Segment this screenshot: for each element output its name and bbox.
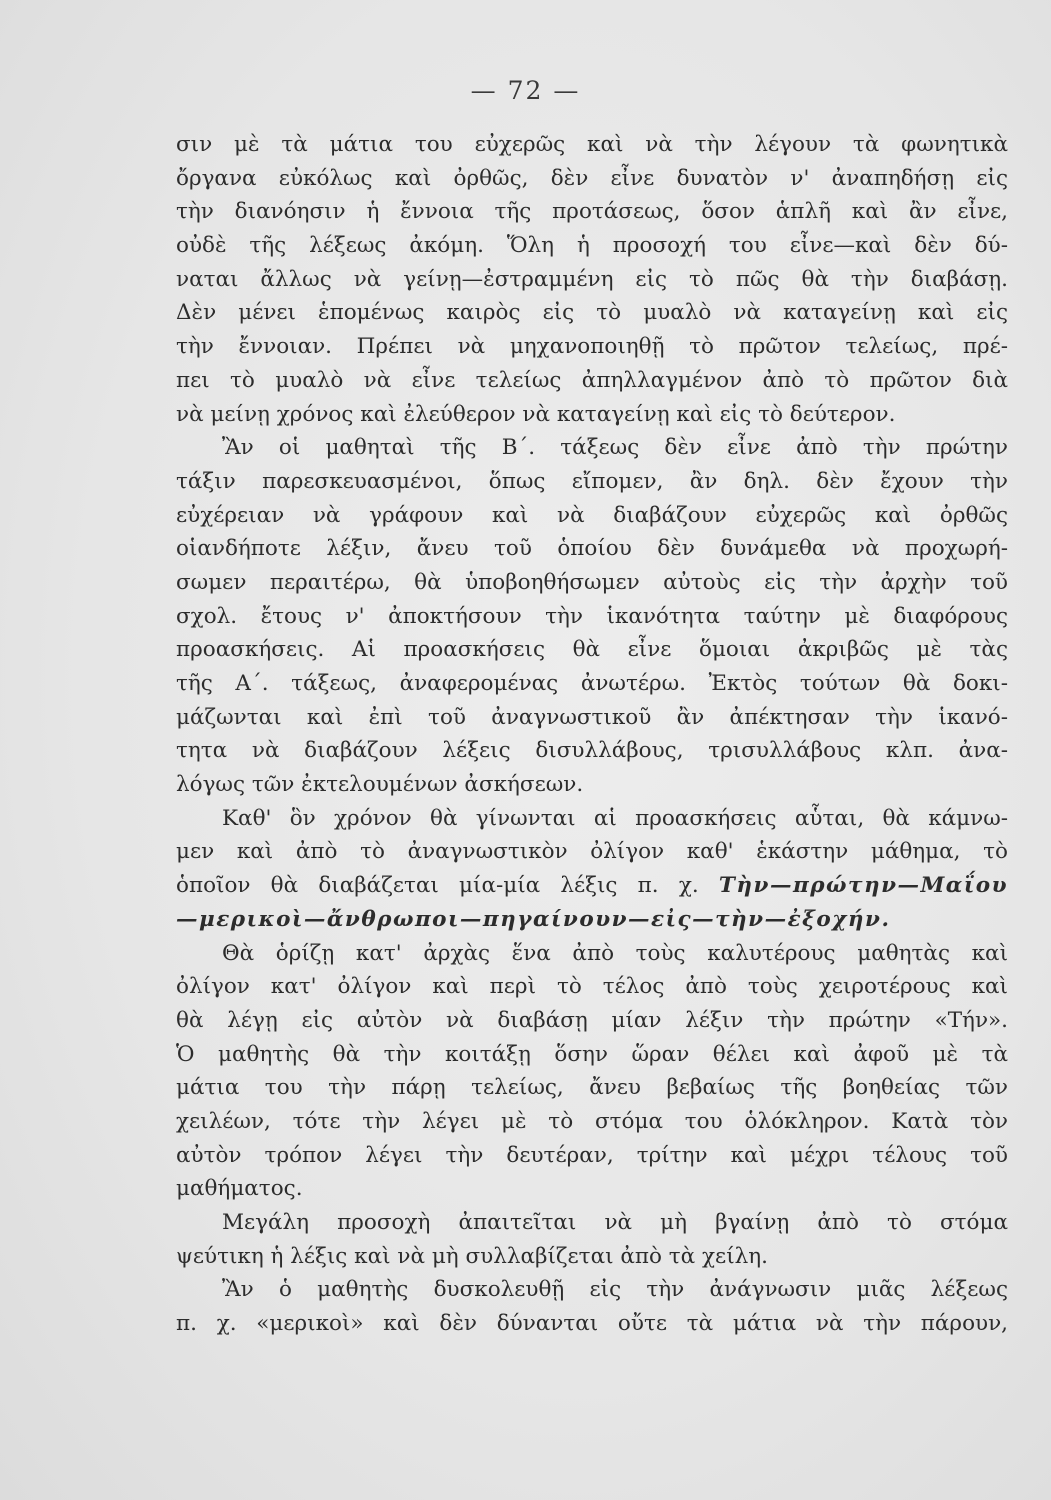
text-line: π. χ. «μερικοὶ» καὶ δὲν δύνανται οὔτε τὰ μάτια νὰ τὴν πάρουν, <box>176 1311 1008 1337</box>
text-line <box>176 869 1008 903</box>
text-line: σωμεν περαιτέρω, θὰ ὑποβοηθήσωμεν αὐτοὺς εἰς τὴν ἀρχὴν τοῦ <box>176 569 1008 595</box>
text-line: μάζωνται καὶ ἐπὶ τοῦ ἀναγνωστικοῦ ἂν ἀπέκτησαν τὴν ἱκανό- <box>176 704 1008 730</box>
text-line: εὐχέρειαν νὰ γράφουν καὶ νὰ διαβάζουν εὐχερῶς καὶ ὀρθῶς <box>176 502 1008 528</box>
text-line: τὴν ἔννοιαν. Πρέπει νὰ μηχανοποιηθῇ τὸ πρῶτον τελείως, πρέ- <box>176 334 1008 360</box>
text-line: Ὁ μαθητὴς θὰ τὴν κοιτάξῃ ὅσην ὥραν θέλει καὶ ἀφοῦ μὲ τὰ <box>176 1041 1008 1067</box>
text-line: Ἂν οἱ μαθηταὶ τῆς Β΄. τάξεως δὲν εἶνε ἀπὸ τὴν πρώτην <box>222 435 1008 461</box>
text-line: αὐτὸν τρόπον λέγει τὴν δευτέραν, τρίτην καὶ μέχρι τέλους τοῦ <box>176 1142 1008 1168</box>
text-line: ὀλίγον κατ' ὀλίγον καὶ περὶ τὸ τέλος ἀπὸ τοὺς χειροτέρους καὶ <box>176 974 1008 1000</box>
text-line: χειλέων, τότε τὴν λέγει μὲ τὸ στόμα του ὁλόκληρον. Κατὰ τὸν <box>176 1108 1008 1134</box>
text-line: ναται ἄλλως νὰ γείνῃ—ἐστραμμένη εἰς τὸ πῶς θὰ τὴν διαβάσῃ. <box>176 266 1008 292</box>
text-line: Μεγάλη προσοχὴ ἀπαιτεῖται νὰ μὴ βγαίνῃ ἀπὸ τὸ στόμα <box>222 1210 1008 1235</box>
text-line: σχολ. ἔτους ν' ἀποκτήσουν τὴν ἱκανότητα ταύτην μὲ διαφόρους <box>176 603 1008 629</box>
text-line: μαθήματος. <box>176 1176 303 1202</box>
text-segment: ὁποῖον θὰ διαβάζεται μία-μία λέξις π. χ. <box>176 873 719 899</box>
text-line: οὐδὲ τῆς λέξεως ἀκόμη. Ὅλη ἡ προσοχή του εἶνε—καὶ δὲν δύ- <box>176 233 1008 259</box>
text-line: σιν μὲ τὰ μάτια του εὐχερῶς καὶ νὰ τὴν λέγουν τὰ φωνητικὰ <box>176 132 1008 157</box>
text-line: μάτια του τὴν πάρῃ τελείως, ἄνευ βεβαίως τῆς βοηθείας τῶν <box>176 1075 1008 1101</box>
text-line: προασκήσεις. Αἱ προασκήσεις θὰ εἶνε ὅμοιαι ἀκριβῶς μὲ τὰς <box>176 637 1008 663</box>
emphasized-phrase: Τὴν—πρώτην—Μαΐου <box>718 873 1008 899</box>
text-line: ψεύτικη ἡ λέξις καὶ νὰ μὴ συλλαβίζεται ἀπὸ τὰ χείλη. <box>176 1243 768 1269</box>
text-line: τὴν διανόησιν ἡ ἔννοια τῆς προτάσεως, ὅσον ἁπλῆ καὶ ἂν εἶνε, <box>176 199 1008 225</box>
text-line: τητα νὰ διαβάζουν λέξεις δισυλλάβους, τρισυλλάβους κλπ. ἀνα- <box>176 738 1008 764</box>
text-line: μεν καὶ ἀπὸ τὸ ἀναγνωστικὸν ὀλίγον καθ' ἑκάστην μάθημα, τὸ <box>176 839 1008 865</box>
text-line: οἱανδήποτε λέξιν, ἄνευ τοῦ ὁποίου δὲν δυνάμεθα νὰ προχωρή- <box>176 536 1008 562</box>
text-line: τάξιν παρεσκευασμένοι, ὅπως εἴπομεν, ἂν δηλ. δὲν ἔχουν τὴν <box>176 468 1008 494</box>
page-number: — 72 — <box>470 76 581 105</box>
text-line: λόγως τῶν ἐκτελουμένων ἀσκήσεων. <box>176 772 584 798</box>
text-line: πει τὸ μυαλὸ νὰ εἶνε τελείως ἀπηλλαγμένον ἀπὸ τὸ πρῶτον διὰ <box>176 367 1008 393</box>
body-text <box>176 128 1008 1341</box>
text-line: Θὰ ὁρίζῃ κατ' ἀρχὰς ἕνα ἀπὸ τοὺς καλυτέρους μαθητὰς καὶ <box>222 940 1008 966</box>
text-line: θὰ λέγῃ εἰς αὐτὸν νὰ διαβάσῃ μίαν λέξιν τὴν πρώτην «Τήν». <box>176 1007 1008 1033</box>
text-line: Ἂν ὁ μαθητὴς δυσκολευθῇ εἰς τὴν ἀνάγνωσιν μιᾶς λέξεως <box>222 1277 1008 1303</box>
text-line: νὰ μείνῃ χρόνος καὶ ἐλεύθερον νὰ καταγείνῃ καὶ εἰς τὸ δεύτερον. <box>176 401 896 427</box>
text-line: ὄργανα εὐκόλως καὶ ὀρθῶς, δὲν εἶνε δυνατὸν ν' ἀναπηδήσῃ εἰς <box>176 165 1008 191</box>
emphasized-phrase: —μερικοὶ—ἄνθρωποι—πηγαίνουν—εἰς—τὴν—ἐξοχήν. <box>176 906 891 932</box>
text-line <box>176 903 1008 937</box>
text-line: Καθ' ὃν χρόνον θὰ γίνωνται αἱ προασκήσεις αὗται, θὰ κάμνω- <box>222 805 1008 831</box>
text-line: Δὲν μένει ἑπομένως καιρὸς εἰς τὸ μυαλὸ νὰ καταγείνῃ καὶ εἰς <box>176 300 1008 326</box>
text-line: τῆς Α΄. τάξεως, ἀναφερομένας ἀνωτέρω. Ἐκτὸς τούτων θὰ δοκι- <box>176 671 1008 696</box>
